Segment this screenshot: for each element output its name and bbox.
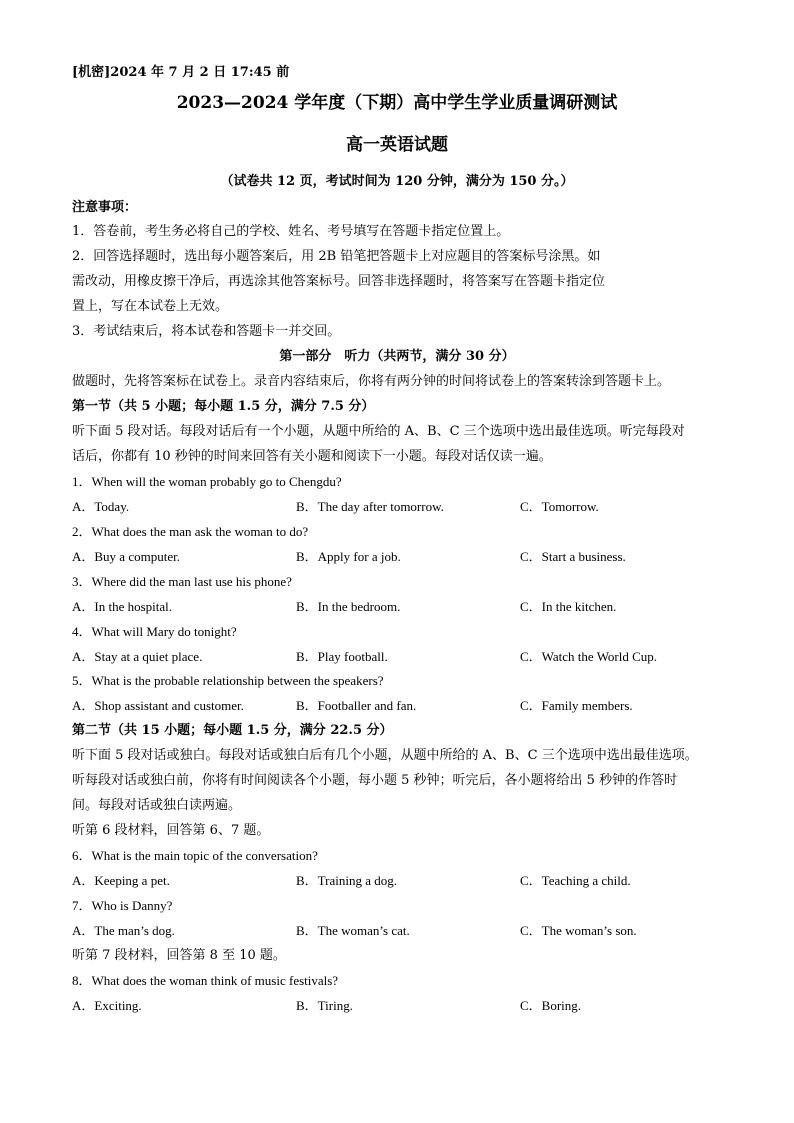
- question-6: 6．What is the main topic of the conversation?: [72, 848, 318, 863]
- notice-item-2-line-2: 需改动，用橡皮擦干净后，再选涂其他答案标号。回答非选择题时，将答案写在答题卡指定位: [72, 274, 606, 289]
- q6-option-b: B．Training a dog.: [296, 873, 397, 888]
- question-7: 7．Who is Danny?: [72, 898, 173, 913]
- part1-intro: 做题时，先将答案标在试卷上。录音内容结束后，你将有两分钟的时间将试卷上的答案转涂到答题卡上。: [72, 374, 671, 389]
- confidential-note: [机密]2024 年 7 月 2 日 17:45 前: [72, 65, 290, 80]
- notice-item-3: 3．考试结束后，将本试卷和答题卡一并交回。: [72, 324, 341, 339]
- exam-info: （试卷共 12 页，考试时间为 120 分钟，满分为 150 分。）: [220, 174, 574, 189]
- q6-option-c: C．Teaching a child.: [520, 873, 631, 888]
- section1-title: 第一节（共 5 小题；每小题 1.5 分，满分 7.5 分）: [72, 399, 375, 414]
- notice-item-2-line-1: 2．回答选择题时，选出每小题答案后，用 2B 铅笔把答题卡上对应题目的答案标号涂黑。如: [72, 249, 601, 264]
- q8-option-c: C．Boring.: [520, 998, 582, 1013]
- q4-option-b: B．Play football.: [296, 649, 388, 664]
- q3-option-a: A．In the hospital.: [72, 599, 173, 614]
- q5-option-a: A．Shop assistant and customer.: [72, 698, 244, 713]
- notice-item-2-line-3: 置上，写在本试卷上无效。: [72, 299, 229, 314]
- material-6-note: 听第 6 段材料，回答第 6、7 题。: [72, 823, 270, 838]
- q8-option-b: B．Tiring.: [296, 998, 353, 1013]
- section2-directions-3: 间。每段对话或独白读两遍。: [72, 798, 242, 813]
- q7-option-a: A．The man’s dog.: [72, 923, 175, 938]
- material-7-note: 听第 7 段材料，回答第 8 至 10 题。: [72, 948, 286, 963]
- exam-title: 2023—2024 学年度（下期）高中学生学业质量调研测试: [176, 93, 618, 113]
- q7-option-b: B．The woman’s cat.: [296, 923, 410, 938]
- q8-option-a: A．Exciting.: [72, 998, 142, 1013]
- section1-directions-2: 话后，你都有 10 秒钟的时间来回答有关小题和阅读下一小题。每段对话仅读一遍。: [72, 449, 552, 464]
- question-5: 5．What is the probable relationship between the speakers?: [72, 673, 384, 688]
- section2-directions-2: 听每段对话或独白前，你将有时间阅读各个小题，每小题 5 秒钟；听完后，各小题将给出 5 秒钟的作答时: [72, 773, 678, 788]
- q2-option-a: A．Buy a computer.: [72, 549, 180, 564]
- part1-title: 第一部分 听力（共两节，满分 30 分）: [279, 349, 515, 364]
- question-8: 8．What does the woman think of music festivals?: [72, 973, 339, 988]
- exam-subject: 高一英语试题: [346, 135, 448, 155]
- question-1: 1．When will the woman probably go to Chengdu?: [72, 474, 342, 489]
- question-3: 3．Where did the man last use his phone?: [72, 574, 292, 589]
- q6-option-a: A．Keeping a pet.: [72, 873, 170, 888]
- q5-option-c: C．Family members.: [520, 698, 633, 713]
- q2-option-b: B．Apply for a job.: [296, 549, 401, 564]
- section2-directions-1: 听下面 5 段对话或独白。每段对话或独白后有几个小题，从题中所给的 A、B、C 三个选项中选出最佳选项。: [72, 748, 698, 763]
- q4-option-a: A．Stay at a quiet place.: [72, 649, 203, 664]
- q1-option-a: A．Today.: [72, 499, 130, 514]
- q7-option-c: C．The woman’s son.: [520, 923, 637, 938]
- question-2: 2．What does the man ask the woman to do?: [72, 524, 309, 539]
- section1-directions-1: 听下面 5 段对话。每段对话后有一个小题，从题中所给的 A、B、C 三个选项中选出最佳选项。听完每段对: [72, 424, 685, 439]
- question-4: 4．What will Mary do tonight?: [72, 624, 237, 639]
- q4-option-c: C．Watch the World Cup.: [520, 649, 658, 664]
- notice-item-1: 1．答卷前，考生务必将自己的学校、姓名、考号填写在答题卡指定位置上。: [72, 224, 510, 239]
- q1-option-b: B．The day after tomorrow.: [296, 499, 444, 514]
- q3-option-c: C．In the kitchen.: [520, 599, 617, 614]
- notice-heading: 注意事项：: [72, 200, 138, 215]
- q1-option-c: C．Tomorrow.: [520, 499, 599, 514]
- q3-option-b: B．In the bedroom.: [296, 599, 401, 614]
- q5-option-b: B．Footballer and fan.: [296, 698, 417, 713]
- q2-option-c: C．Start a business.: [520, 549, 626, 564]
- section2-title: 第二节（共 15 小题；每小题 1.5 分，满分 22.5 分）: [72, 723, 393, 738]
